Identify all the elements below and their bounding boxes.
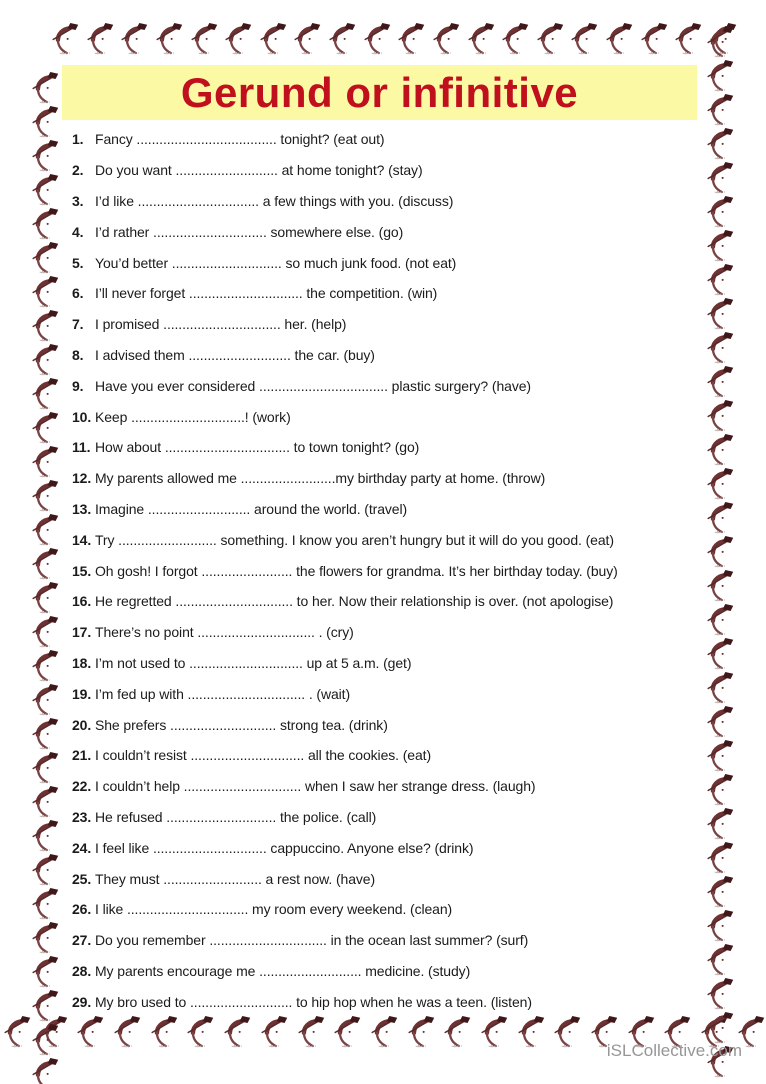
exercise-number: 10. <box>72 408 92 425</box>
swirl-ornament-icon <box>50 21 80 55</box>
exercise-number: 19. <box>72 685 92 702</box>
exercise-number: 13. <box>72 500 92 517</box>
exercise-item <box>72 802 712 833</box>
exercise-number: 23. <box>72 808 92 825</box>
exercise-text: Fancy ..................................... tonight? (eat out) <box>95 131 385 148</box>
swirl-ornament-icon <box>332 1014 362 1048</box>
swirl-ornament-icon <box>30 546 60 580</box>
exercise-number: 18. <box>72 654 92 671</box>
exercise-number: 26. <box>72 901 92 918</box>
swirl-ornament-icon <box>442 1014 472 1048</box>
exercise-item <box>72 216 712 247</box>
swirl-ornament-icon <box>362 21 392 55</box>
exercise-text: I like ................................ my room every weekend. (clean) <box>95 901 453 918</box>
exercise-number: 29. <box>72 993 92 1010</box>
swirl-ornament-icon <box>30 648 60 682</box>
exercise-item <box>72 832 712 863</box>
swirl-ornament-icon <box>535 21 565 55</box>
exercise-item <box>72 432 712 463</box>
exercise-number: 3. <box>72 192 84 209</box>
swirl-ornament-icon <box>30 512 60 546</box>
exercise-text: I advised them ........................... the car. (buy) <box>95 346 375 363</box>
exercise-text: Have you ever considered .................................. plastic surgery? (have) <box>95 377 531 394</box>
swirl-ornament-icon <box>30 1056 60 1084</box>
swirl-ornament-icon <box>604 21 634 55</box>
exercise-text: I’d like ................................ a few things with you. (discuss) <box>95 192 454 209</box>
swirl-ornament-icon <box>30 70 60 104</box>
exercise-text: How about ................................. to town tonight? (go) <box>95 439 420 456</box>
swirl-ornament-icon <box>258 21 288 55</box>
exercise-text: I promised ............................... her. (help) <box>95 316 347 333</box>
swirl-ornament-icon <box>30 886 60 920</box>
swirl-ornament-icon <box>30 750 60 784</box>
swirl-ornament-icon <box>30 172 60 206</box>
swirl-ornament-icon <box>296 1014 326 1048</box>
swirl-ornament-icon <box>30 240 60 274</box>
exercise-item <box>72 771 712 802</box>
exercise-text: I’ll never forget .............................. the competition. (win) <box>95 285 438 302</box>
exercise-item <box>72 740 712 771</box>
exercise-number: 20. <box>72 716 92 733</box>
exercise-text: My parents allowed me .........................my birthday party at home. (throw) <box>95 470 546 487</box>
exercise-text: I feel like .............................. cappuccino. Anyone else? (drink) <box>95 839 474 856</box>
swirl-ornament-icon <box>552 1014 582 1048</box>
exercise-number: 4. <box>72 223 84 240</box>
exercise-number: 11. <box>72 439 91 456</box>
exercise-number: 2. <box>72 162 84 179</box>
swirl-ornament-icon <box>569 21 599 55</box>
exercise-item <box>72 709 712 740</box>
exercise-text: They must .......................... a rest now. (have) <box>95 870 376 887</box>
swirl-ornament-icon <box>30 410 60 444</box>
swirl-ornament-icon <box>30 138 60 172</box>
exercise-item <box>72 124 712 155</box>
swirl-ornament-icon <box>30 818 60 852</box>
exercise-item <box>72 925 712 956</box>
exercise-item <box>72 617 712 648</box>
swirl-ornament-icon <box>259 1014 289 1048</box>
border-left-ornaments <box>26 70 64 1010</box>
swirl-ornament-icon <box>30 852 60 886</box>
swirl-ornament-icon <box>154 21 184 55</box>
exercise-number: 15. <box>72 562 92 579</box>
exercise-number: 22. <box>72 778 92 795</box>
exercise-text: I’m not used to .............................. up at 5 a.m. (get) <box>95 654 412 671</box>
exercise-text: Do you want ........................... at home tonight? (stay) <box>95 162 423 179</box>
exercise-text: He refused ............................. the police. (call) <box>95 808 377 825</box>
swirl-ornament-icon <box>30 784 60 818</box>
exercise-text: Keep ..............................! (work) <box>95 408 291 425</box>
swirl-ornament-icon <box>30 444 60 478</box>
exercise-number: 7. <box>72 316 84 333</box>
exercise-text: I couldn’t help ............................... when I saw her strange dress. (laugh) <box>95 778 536 795</box>
swirl-ornament-icon <box>75 1014 105 1048</box>
exercise-number: 16. <box>72 593 92 610</box>
swirl-ornament-icon <box>639 21 669 55</box>
exercise-number: 17. <box>72 624 92 641</box>
swirl-ornament-icon <box>406 1014 436 1048</box>
swirl-ornament-icon <box>30 342 60 376</box>
exercise-text: He regretted ............................... to her. Now their relationship is over. (not apologise) <box>95 593 614 610</box>
swirl-ornament-icon <box>223 21 253 55</box>
exercise-text: She prefers ............................ strong tea. (drink) <box>95 716 388 733</box>
swirl-ornament-icon <box>30 308 60 342</box>
exercise-number: 8. <box>72 346 84 363</box>
swirl-ornament-icon <box>30 1022 60 1056</box>
exercise-number: 27. <box>72 932 92 949</box>
exercise-item <box>72 555 712 586</box>
exercise-text: I couldn’t resist .............................. all the cookies. (eat) <box>95 747 432 764</box>
exercise-number: 21. <box>72 747 92 764</box>
swirl-ornament-icon <box>85 21 115 55</box>
exercise-item <box>72 986 712 1017</box>
exercise-number: 1. <box>72 131 84 148</box>
exercise-text: There’s no point ............................... . (cry) <box>95 624 354 641</box>
swirl-ornament-icon <box>30 206 60 240</box>
exercise-item <box>72 401 712 432</box>
swirl-ornament-icon <box>30 682 60 716</box>
exercise-number: 14. <box>72 531 92 548</box>
exercise-text: Imagine ........................... around the world. (travel) <box>95 500 408 517</box>
swirl-ornament-icon <box>119 21 149 55</box>
swirl-ornament-icon <box>327 21 357 55</box>
swirl-ornament-icon <box>30 988 60 1022</box>
exercise-text: I’d rather .............................. somewhere else. (go) <box>95 223 404 240</box>
exercise-text: You’d better ............................. so much junk food. (not eat) <box>95 254 457 271</box>
swirl-ornament-icon <box>30 920 60 954</box>
swirl-ornament-icon <box>705 92 735 126</box>
swirl-ornament-icon <box>30 376 60 410</box>
exercise-number: 9. <box>72 377 84 394</box>
swirl-ornament-icon <box>30 716 60 750</box>
swirl-ornament-icon <box>479 1014 509 1048</box>
swirl-ornament-icon <box>30 614 60 648</box>
exercise-item <box>72 340 712 371</box>
swirl-ornament-icon <box>369 1014 399 1048</box>
exercise-number: 12. <box>72 470 92 487</box>
swirl-ornament-icon <box>30 954 60 988</box>
exercise-item <box>72 863 712 894</box>
swirl-ornament-icon <box>396 21 426 55</box>
swirl-ornament-icon <box>500 21 530 55</box>
exercise-number: 24. <box>72 839 92 856</box>
exercise-item <box>72 278 712 309</box>
exercise-number: 25. <box>72 870 92 887</box>
watermark-text: iSLCollective.com <box>606 1041 742 1060</box>
exercise-number: 6. <box>72 285 84 302</box>
exercise-text: Try .......................... something. I know you aren’t hungry but it will do you good. (eat) <box>95 531 614 548</box>
exercise-item <box>72 463 712 494</box>
swirl-ornament-icon <box>189 21 219 55</box>
swirl-ornament-icon <box>222 1014 252 1048</box>
exercise-item <box>72 648 712 679</box>
exercise-number: 5. <box>72 254 84 271</box>
exercise-item <box>72 186 712 217</box>
swirl-ornament-icon <box>466 21 496 55</box>
exercise-number: 28. <box>72 962 92 979</box>
exercise-item <box>72 586 712 617</box>
exercise-item <box>72 956 712 987</box>
swirl-ornament-icon <box>149 1014 179 1048</box>
exercise-item <box>72 309 712 340</box>
swirl-ornament-icon <box>705 58 735 92</box>
swirl-ornament-icon <box>705 24 735 58</box>
swirl-ornament-icon <box>30 580 60 614</box>
exercise-item <box>72 247 712 278</box>
exercise-item <box>72 678 712 709</box>
exercise-text: I’m fed up with ............................... . (wait) <box>95 685 351 702</box>
title-banner <box>62 65 697 120</box>
swirl-ornament-icon <box>30 274 60 308</box>
exercise-text: My bro used to ........................... to hip hop when he was a teen. (listen) <box>95 993 532 1010</box>
swirl-ornament-icon <box>30 478 60 512</box>
exercise-text: Oh gosh! I forgot ........................ the flowers for grandma. It’s her birthday today. (buy) <box>95 562 618 579</box>
exercise-item <box>72 370 712 401</box>
border-top-ornaments <box>50 16 738 60</box>
swirl-ornament-icon <box>292 21 322 55</box>
swirl-ornament-icon <box>431 21 461 55</box>
swirl-ornament-icon <box>2 1014 32 1048</box>
exercise-item <box>72 894 712 925</box>
exercise-item <box>72 155 712 186</box>
swirl-ornament-icon <box>112 1014 142 1048</box>
exercise-text: My parents encourage me ........................... medicine. (study) <box>95 962 471 979</box>
swirl-ornament-icon <box>30 104 60 138</box>
exercise-item <box>72 524 712 555</box>
swirl-ornament-icon <box>185 1014 215 1048</box>
exercise-item <box>72 494 712 525</box>
exercise-list <box>72 124 712 1017</box>
swirl-ornament-icon <box>516 1014 546 1048</box>
page-title: Gerund or infinitive <box>180 68 579 116</box>
exercise-text: Do you remember ............................... in the ocean last summer? (surf) <box>95 932 529 949</box>
